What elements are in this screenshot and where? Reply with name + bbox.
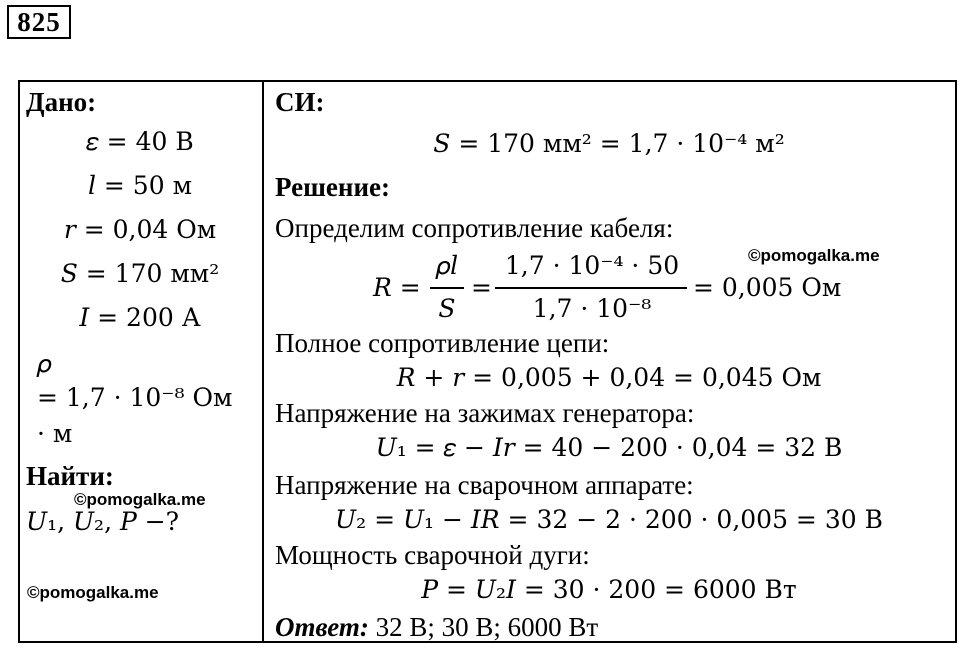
given-title: Дано: bbox=[26, 87, 97, 117]
step3-formula: 𝑈₁ = 𝜀 − 𝐼𝑟 = 40 − 200 · 0,04 = 32 В bbox=[375, 433, 843, 462]
formula-result: = 0,005 Ом bbox=[693, 273, 842, 302]
given-item-cross-section: 𝑆 = 170 мм² bbox=[60, 259, 220, 288]
given-item-current: 𝐼 = 200 А bbox=[79, 303, 201, 332]
given-item-emf: 𝜀 = 40 В bbox=[86, 127, 194, 156]
fraction-1-bar bbox=[430, 287, 464, 289]
step5-formula: 𝑃 = 𝑈₂𝐼 = 30 · 200 = 6000 Вт bbox=[421, 575, 797, 604]
column-divider bbox=[262, 80, 264, 643]
problem-number: 825 bbox=[7, 5, 71, 39]
fraction-2-numerator: 1,7 · 10⁻⁴ · 50 bbox=[504, 251, 680, 280]
given-item-resistivity-symbol: 𝜌 bbox=[37, 349, 52, 378]
step5-text: Мощность сварочной дуги: bbox=[275, 540, 590, 570]
find-expression: 𝑈₁, 𝑈₂, 𝑃 −? bbox=[26, 507, 180, 536]
watermark: ©pomogalka.me bbox=[27, 583, 159, 602]
step1-text: Определим сопротивление кабеля: bbox=[275, 213, 674, 243]
formula-lhs: 𝑅 = bbox=[373, 273, 421, 302]
answer-label: Ответ: bbox=[275, 612, 369, 642]
step4-text: Напряжение на сварочном аппарате: bbox=[275, 470, 694, 500]
fraction-1-numerator: 𝜌𝑙 bbox=[435, 251, 459, 280]
find-title: Найти: bbox=[26, 461, 114, 491]
given-item-resistivity-value: = 1,7 · 10⁻⁸ Ом bbox=[37, 383, 233, 412]
answer-value: 32 В; 30 В; 6000 Вт bbox=[368, 612, 599, 642]
solution-title: Решение: bbox=[275, 172, 390, 202]
answer-line bbox=[275, 612, 598, 642]
fraction-2-denominator: 1,7 · 10⁻⁸ bbox=[532, 294, 652, 323]
watermark: ©pomogalka.me bbox=[748, 246, 880, 265]
fraction-2-bar bbox=[495, 287, 687, 289]
given-item-resistivity-unit: · м bbox=[37, 419, 73, 448]
formula-equals: = bbox=[471, 273, 492, 302]
fraction-1-denominator: 𝑆 bbox=[438, 294, 456, 323]
step2-text: Полное сопротивление цепи: bbox=[275, 328, 610, 358]
si-conversion: 𝑆 = 170 мм² = 1,7 · 10⁻⁴ м² bbox=[433, 129, 785, 158]
watermark: ©pomogalka.me bbox=[74, 490, 206, 509]
step2-formula: 𝑅 + 𝑟 = 0,005 + 0,04 = 0,045 Ом bbox=[396, 363, 822, 392]
si-title: СИ: bbox=[275, 87, 325, 117]
given-item-length: 𝑙 = 50 м bbox=[87, 171, 193, 200]
given-item-internal-resistance: 𝑟 = 0,04 Ом bbox=[63, 215, 217, 244]
step4-formula: 𝑈₂ = 𝑈₁ − 𝐼𝑅 = 32 − 2 · 200 · 0,005 = 30 В bbox=[335, 505, 883, 534]
step3-text: Напряжение на зажимах генератора: bbox=[275, 398, 695, 428]
